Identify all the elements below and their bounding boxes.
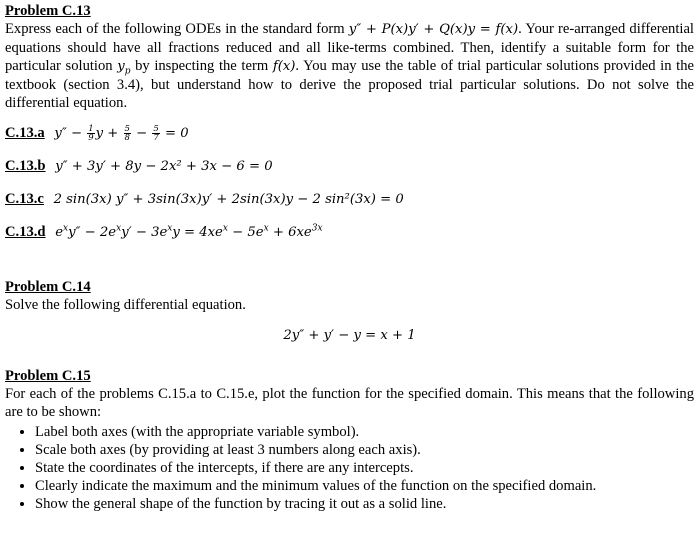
problem-c13a-label: C.13.a xyxy=(5,125,45,141)
fraction-1-9: $\frac{1}{9}$ xyxy=(88,124,94,143)
problem-c15-heading: Problem C.15 xyxy=(5,368,91,384)
problem-c13-instructions: Express each of the following ODEs in the standard form y″ + P(x)y′ + Q(x)y = f(x). Your re-arranged differential equations should have all fractions reduced and all like-terms combined. Then, identify a suitable form for the particular solution $y_p$ by inspecting the term f(x). You may use the table of trial particular solutions provided in the textbook (section 3.4), but understand how to derive the proposed trial particular solutions. Do not solve the differential equation. xyxy=(5,21,694,111)
list-item: • Scale both axes (by providing at least 3 numbers along each axis). xyxy=(35,441,694,459)
problem-c14-heading: Problem C.14 xyxy=(5,279,91,295)
problem-c13d-label: C.13.d xyxy=(5,224,46,240)
problem-c13a-equation: y″ − $\frac{1}{9}$ y + $\frac{5}{8}$ − $\frac{5}{7}$ = 0 xyxy=(54,124,189,143)
problem-c13b-equation: y″ + 3y′ + 8y − 2x² + 3x − 6 = 0 xyxy=(55,159,273,174)
problem-c13b xyxy=(5,157,694,176)
problem-c13d-equation: $e^xy'' - 2e^xy' - 3e^xy = 4xe^x - 5e^x + 6xe^{3x}$ xyxy=(55,223,323,240)
problem-c13 xyxy=(5,2,694,242)
fraction-5-7: $\frac{5}{7}$ xyxy=(153,124,159,143)
list-item: • Clearly indicate the maximum and the minimum values of the function on the specified domain. xyxy=(35,477,694,495)
particular-solution-symbol: $y_p$ xyxy=(117,59,131,77)
list-item: • State the coordinates of the intercepts, if there are any intercepts. xyxy=(35,459,694,477)
problem-c13c xyxy=(5,190,694,209)
problem-c14-equation: 2y″ + y′ − y = x + 1 xyxy=(283,328,416,343)
problem-c14-instructions: Solve the following differential equation. xyxy=(5,297,246,313)
problem-c13a xyxy=(5,124,694,143)
standard-form-equation: y″ + P(x)y′ + Q(x)y = f(x) xyxy=(348,22,519,37)
problem-c14 xyxy=(5,278,694,345)
problem-c13-heading: Problem C.13 xyxy=(5,3,91,19)
list-item: • Show the general shape of the function by tracing it out as a solid line. xyxy=(35,495,694,513)
list-item: • Label both axes (with the appropriate variable symbol). xyxy=(35,423,694,441)
problem-c13c-equation: 2 sin(3x) y″ + 3sin(3x)y′ + 2sin(3x)y − 2 sin²(3x) = 0 xyxy=(53,192,404,207)
problem-c15-bullet-list xyxy=(5,423,694,513)
fraction-5-8: $\frac{5}{8}$ xyxy=(124,124,130,143)
problem-c13d xyxy=(5,223,694,242)
problem-c15 xyxy=(5,367,694,513)
problem-c13c-label: C.13.c xyxy=(5,191,44,207)
problem-c15-instructions: For each of the problems C.15.a to C.15.e, plot the function for the specified domain. This means that the following are to be shown: xyxy=(5,386,694,420)
forcing-term-symbol: f(x) xyxy=(272,59,296,74)
problem-c13b-label: C.13.b xyxy=(5,158,46,174)
